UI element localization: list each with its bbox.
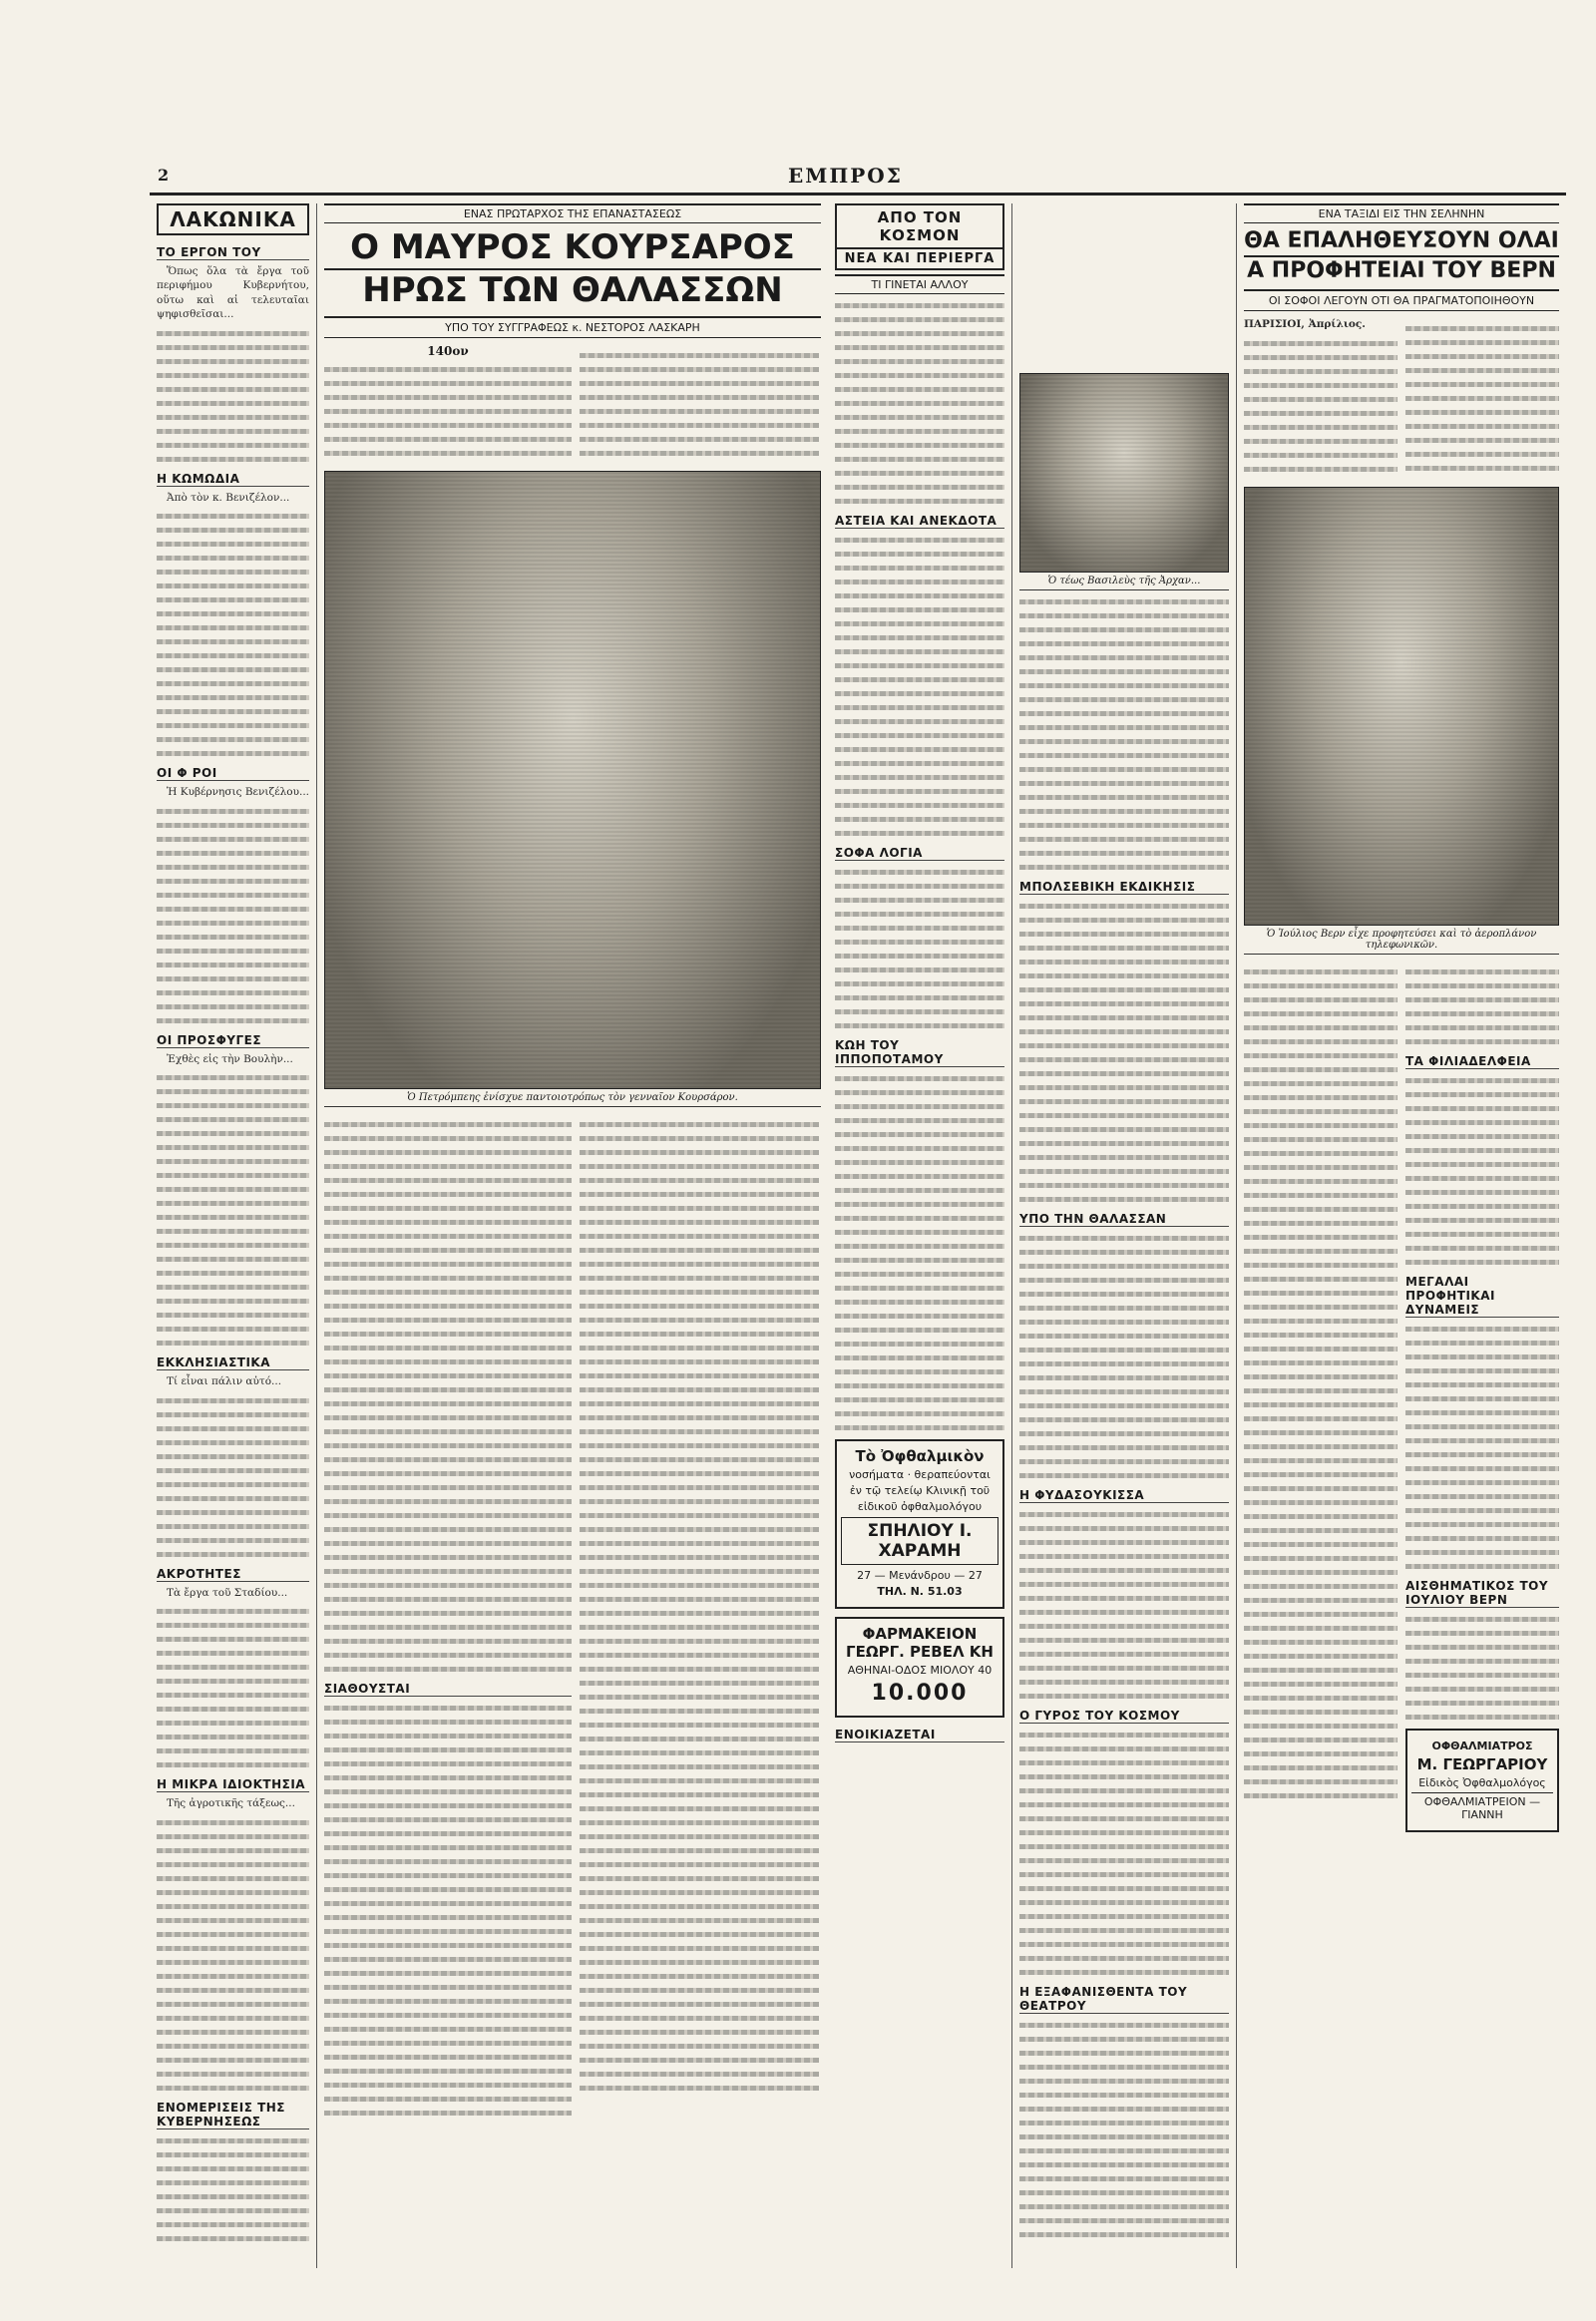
verne-body-left <box>1244 961 1397 1832</box>
lakonika-text-block <box>157 2138 309 2241</box>
kourasaros-portrait <box>324 471 821 1089</box>
lakonika-heading: ΟΙ ΠΡΟΣΦΥΓΕΣ <box>157 1033 309 1048</box>
lakonika-text-block <box>157 1398 309 1557</box>
lakonika-text-block <box>157 1609 309 1767</box>
installment-number: 140ον <box>427 343 469 358</box>
lakonika-text-block <box>157 331 309 462</box>
feature-kicker: ΕΝΑΣ ΠΡΩΤΑΡΧΟΣ ΤΗΣ ΕΠΑΝΑΣΤΑΣΕΩΣ <box>324 203 821 223</box>
feature-text-block-2 <box>580 353 819 456</box>
feature-body-right <box>580 1113 819 2125</box>
verne-body-right <box>1405 961 1559 1832</box>
column-feature-kourasaros <box>317 203 828 2268</box>
subhead-theatrou: Η ΕΞΑΦΑΝΙΣΘΕΝΤΑ ΤΟΥ ΘΕΑΤΡΟΥ <box>1019 1985 1229 2014</box>
column-lakonika <box>150 203 317 2268</box>
subhead-ippopotamou: ΚΩΗ ΤΟΥ ΙΠΠΟΠΟΤΑΜΟΥ <box>835 1038 1004 1067</box>
lakonika-lead: Ἐχθὲς εἰς τὴν Βουλὴν... <box>167 1052 293 1065</box>
lakonika-lead: Τί εἶναι πάλιν αὐτό... <box>167 1375 282 1388</box>
subhead-gyros: Ο ΓΥΡΟΣ ΤΟΥ ΚΟΣΜΟΥ <box>1019 1709 1229 1724</box>
lakonika-heading: ΤΟ ΕΡΓΟΝ ΤΟΥ <box>157 245 309 260</box>
lakonika-text-block <box>157 1820 309 2091</box>
subhead-asteia: ΑΣΤΕΙΑ ΚΑΙ ΑΝΕΚΔΟΤΑ <box>835 514 1004 529</box>
masthead <box>150 160 1566 195</box>
subhead-siathoustai: ΣΙΑΘΟΥΣΤΑΙ <box>324 1682 572 1697</box>
newspaper-name: ΕΜΠΡΟΣ <box>788 164 903 188</box>
subhead-fydasoukissa: Η ΦΥΔΑΣΟΥΚΙΣΣΑ <box>1019 1488 1229 1503</box>
lakonika-lead: Τὰ ἔργα τοῦ Σταδίου... <box>167 1586 288 1599</box>
lakonika-text-block <box>157 514 309 756</box>
lakonika-heading: Η ΚΩΜΩΔΙΑ <box>157 472 309 487</box>
lakonika-heading: ΕΚΚΛΗΣΙΑΣΤΙΚΑ <box>157 1355 309 1370</box>
lakonika-lead: Ὅπως ὅλα τὰ ἔργα τοῦ περιφήμου Κυβερνήτου, οὕτω καὶ αἱ τελευταῖαι ψηφισθεῖσαι... <box>157 265 309 321</box>
king-caption: Ὁ τέως Βασιλεὺς τῆς Ἀρχαν... <box>1019 573 1229 590</box>
notice-enoikiazetai: ΕΝΟΙΚΙΑΖΕΤΑΙ <box>835 1728 1004 1742</box>
subhead-aisthimatikos: ΑΙΣΘΗΜΑΤΙΚΟΣ ΤΟΥ ΙΟΥΛΙΟΥ ΒΕΡΝ <box>1405 1579 1559 1608</box>
advert-ophthalmologist: ΟΦΘΑΛΜΙΑΤΡΟΣ Μ. ΓΕΩΡΓΑΡΙΟΥ Εἰδικὸς Ὀφθαλμολόγος ΟΦΘΑΛΜΙΑΤΡΕΙΟΝ — ΓΙΑΝΝΗ <box>1405 1729 1559 1832</box>
section-title-lakonika: ΛΑΚΩΝΙΚΑ <box>157 203 309 235</box>
lakonika-text-block <box>157 809 309 1023</box>
lakonika-text-block <box>157 1075 309 1346</box>
newspaper-page <box>150 160 1566 2274</box>
lakonika-heading: ΑΚΡΟΤΗΤΕΣ <box>157 1567 309 1582</box>
verne-byline: ΟΙ ΣΟΦΟΙ ΛΕΓΟΥΝ ΟΤΙ ΘΑ ΠΡΑΓΜΑΤΟΠΟΙΗΘΟΥΝ <box>1244 291 1559 311</box>
feature-top-text <box>324 344 821 465</box>
verne-caption: Ὁ Ἰούλιος Βερν εἶχε προφητεύσει καὶ τὸ ἀεροπλάνον τηλεφωνικῶν. <box>1244 926 1559 955</box>
subhead-sofa-logia: ΣΟΦΑ ΛΟΓΙΑ <box>835 846 1004 861</box>
section-subtitle-world: ΝΕΑ ΚΑΙ ΠΕΡΙΕΡΓΑ <box>835 249 1004 270</box>
feature-body-left <box>324 1113 572 2125</box>
subhead-profitikai: ΜΕΓΑΛΑΙ ΠΡΟΦΗΤΙΚΑΙ ΔΥΝΑΜΕΙΣ <box>1405 1275 1559 1318</box>
world-kicker: ΤΙ ΓΙΝΕΤΑΙ ΑΛΛΟΥ <box>835 274 1004 294</box>
lakonika-heading: ΕΝΟΜΕΡΙΣΕΙΣ ΤΗΣ ΚΥΒΕΡΝΗΣΕΩΣ <box>157 2101 309 2129</box>
verne-kicker: ΕΝΑ ΤΑΞΙΔΙ ΕΙΣ ΤΗΝ ΣΕΛΗΝΗΝ <box>1244 203 1559 223</box>
feature-headline-1: Ο ΜΑΥΡΟΣ ΚΟΥΡΣΑΡΟΣ <box>324 223 821 270</box>
page-number: 2 <box>158 166 170 185</box>
column-verne <box>1237 203 1566 2268</box>
advert-ophthalmology: Τὸ Ὀφθαλμικὸν νοσήματα · θεραπεύονται ἐν τῷ τελείῳ Κλινικῇ τοῦ εἰδικοῦ ὀφθαλμολόγου ΣΠΗΛΙΟΥ Ι. ΧΑΡΑΜΗ 27 — Μενάνδρου — 27 ΤΗΛ. Ν. 51.03 <box>835 1439 1004 1609</box>
advert-pharmacy: ΦΑΡΜΑΚΕΙΟΝ ΓΕΩΡΓ. ΡΕΒΕΛ ΚΗ ΑΘΗΝΑΙ-ΟΔΟΣ ΜΙΟΛΟΥ 40 10.000 <box>835 1617 1004 1718</box>
feature-byline: ΥΠΟ ΤΟΥ ΣΥΓΓΡΑΦΕΩΣ κ. ΝΕΣΤΟΡΟΣ ΛΑΣΚΑΡΗ <box>324 318 821 338</box>
king-portrait <box>1019 373 1229 573</box>
feature-text-block <box>324 367 572 456</box>
lakonika-heading: ΟΙ Φ ΡΟΙ <box>157 766 309 781</box>
section-title-world: ΑΠΟ ΤΟΝ ΚΟΣΜΟΝ <box>835 203 1004 249</box>
lakonika-lead: Ἀπὸ τὸν κ. Βενιζέλον... <box>167 491 290 504</box>
portrait-caption: Ὁ Πετρόμπεης ἐνίσχυε παντοιοτρόπως τὸν γενναῖον Κουρσάρον. <box>324 1089 821 1107</box>
column-four <box>1012 203 1237 2268</box>
subhead-bolsevikh: ΜΠΟΛΣΕΒΙΚΗ ΕΚΔΙΚΗΣΙΣ <box>1019 880 1229 895</box>
lakonika-items <box>157 245 309 2241</box>
verne-illustration <box>1244 487 1559 926</box>
column-news-world <box>828 203 1012 2268</box>
lakonika-heading: Η ΜΙΚΡΑ ΙΔΙΟΚΤΗΣΙΑ <box>157 1777 309 1792</box>
verne-headline-1: ΘΑ ΕΠΑΛΗΘΕΥΣΟΥΝ ΟΛΑΙ <box>1244 223 1559 257</box>
feature-headline-2: ΗΡΩΣ ΤΩΝ ΘΑΛΑΣΣΩΝ <box>324 270 821 317</box>
verne-headline-2: Α ΠΡΟΦΗΤΕΙΑΙ ΤΟΥ ΒΕΡΝ <box>1244 257 1559 291</box>
subhead-thalassa: ΥΠΟ ΤΗΝ ΘΑΛΑΣΣΑΝ <box>1019 1212 1229 1227</box>
lakonika-lead: Ἡ Κυβέρνησις Βενιζέλου... <box>167 786 310 799</box>
lakonika-lead: Τῆς ἀγροτικῆς τάξεως... <box>167 1797 295 1810</box>
subhead-filiadelfeia: ΤΑ ΦΙΛΙΑΔΕΛΦΕΙΑ <box>1405 1054 1559 1069</box>
verne-dateline: ΠΑΡΙΣΙΟΙ, Ἀπρίλιος. <box>1244 318 1366 331</box>
